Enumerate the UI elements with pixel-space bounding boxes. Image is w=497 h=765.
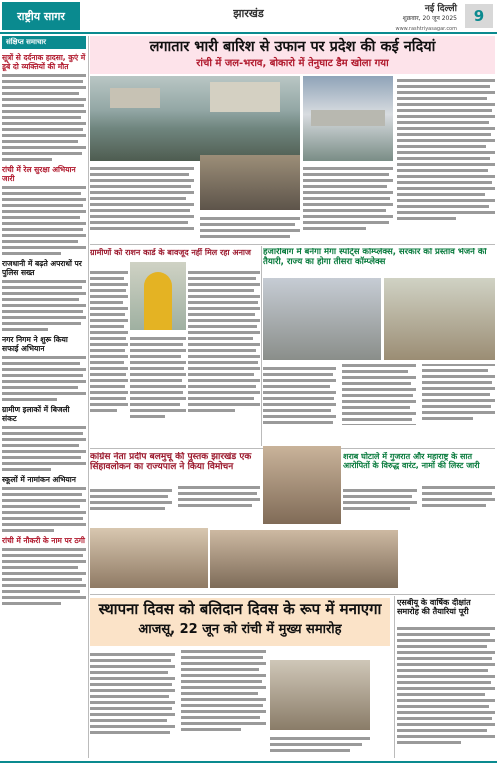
- book-launch-photo: [90, 528, 208, 588]
- liquor-headline: शराब घोटाले में गुजरात और महाराष्ट्र के सात आरोपितों के विरुद्ध वारंट, नामों की लिस्ट जारी: [343, 452, 480, 470]
- woman-photo: [130, 262, 186, 330]
- meeting-photo: [210, 530, 398, 588]
- lead-body-col-3: [303, 164, 393, 242]
- brief-headline: ग्रामीण इलाकों में बिजली संकट: [2, 405, 70, 423]
- flood-photo-building: [210, 82, 280, 112]
- ration-body-col-1: [90, 268, 128, 448]
- edition-block: [396, 4, 458, 34]
- sports-article-head: [263, 248, 495, 276]
- brand-logo: राष्ट्रीय सागर: [2, 2, 80, 30]
- brief-body: [2, 280, 86, 331]
- sports-photo-stadium: [263, 278, 381, 360]
- lead-body-col-2: [200, 214, 300, 242]
- flood-photo-building: [110, 88, 160, 108]
- liquor-body: [343, 486, 495, 526]
- section-divider: [90, 594, 495, 595]
- edition-site: www.rashtriyasagar.com: [395, 26, 457, 32]
- brief-headline: राजधानी में बढ़ते अपराधों पर पुलिस सख्त: [2, 259, 82, 277]
- sidebar-label: संक्षिप्त समाचार: [2, 36, 86, 49]
- brief-body: [2, 548, 86, 605]
- sports-body: [263, 364, 495, 444]
- book-article-head: [90, 452, 258, 482]
- brief-body: [2, 426, 86, 471]
- column-divider: [88, 36, 89, 758]
- masthead: [0, 0, 497, 32]
- bottom-headline-line-2: आजसू, 22 जून को रांची में मुख्य समारोह: [138, 622, 342, 637]
- university-body: [397, 624, 495, 756]
- book-body: [90, 486, 260, 526]
- brief-headline: रांची में रेल सुरक्षा अभियान जारी: [2, 165, 76, 183]
- sports-photo-event: [384, 278, 495, 360]
- brief-body: [2, 356, 86, 401]
- lead-headline: लगातार भारी बारिश से उफान पर प्रदेश की कई नदियां: [149, 39, 436, 55]
- governor-photo: [263, 446, 341, 524]
- book-headline: कांग्रेस नेता प्रदीप बलमुचू की पुस्तक झारखंड एक सिंहावलोकन का राज्यपाल ने किया विमोचन: [90, 452, 252, 472]
- bottom-body: [90, 650, 266, 756]
- brief-headline: रांची में नौकरी के नाम पर ठगी: [2, 536, 85, 545]
- column-divider: [261, 246, 262, 446]
- lead-body-col-4: [397, 76, 495, 242]
- edition-city: नई दिल्ली: [424, 4, 457, 14]
- brief-body: [2, 74, 86, 161]
- ration-headline: ग्रामीणों को राशन कार्ड के बावजूद नहीं मिल रहा अनाज: [90, 248, 251, 257]
- section-divider: [90, 244, 495, 245]
- page-number: 9: [465, 4, 493, 28]
- lead-headline-block: [90, 36, 495, 74]
- brief-headline: स्कूलों में नामांकन अभियान: [2, 475, 76, 484]
- footer-rule: [0, 761, 497, 763]
- ration-body-col-3: [130, 334, 186, 448]
- bottom-headline-line-1: स्थापना दिवस को बलिदान दिवस के रूप में मनाएगा: [98, 600, 382, 618]
- brief-headline: नगर निगम ने शुरू किया सफाई अभियान: [2, 335, 68, 353]
- brief-headline: सूत्रों से दर्दनाक हादसा, कुएं में डूबे दो व्यक्तियों की मौत: [2, 53, 86, 71]
- brief-body: [2, 487, 86, 532]
- lead-subheadline: रांची में जल-भराव, बोकारो में तेनुघाट डैम खोला गया: [196, 58, 389, 69]
- foundation-day-photo: [270, 660, 370, 730]
- brief-body: [2, 186, 86, 255]
- sports-headline: हजारीबाग में बनेगा मेगा स्पोर्ट्स कॉम्प्लेक्स, सरकार को प्रस्ताव भेजने की तैयारी, राज्य का होगा तीसरा कॉम्प्लेक्स: [263, 248, 487, 267]
- sidebar-briefs: [2, 36, 86, 763]
- column-divider: [394, 596, 395, 758]
- liquor-article-head: [343, 452, 495, 482]
- waterlogging-photo: [200, 155, 300, 210]
- university-headline: एसबीयू के वार्षिक दीक्षांत समारोह की तैयारियां पूरी: [397, 598, 471, 616]
- masthead-rule: [0, 32, 497, 34]
- bottom-body-col-2: [270, 734, 370, 756]
- section-name: झारखंड: [233, 7, 264, 20]
- flood-photo: [90, 76, 300, 161]
- edition-date: शुक्रवार, 20 जून 2025: [402, 15, 457, 22]
- woman-figure: [144, 272, 172, 330]
- ration-body-col-2: [188, 268, 260, 448]
- university-article-head: [397, 598, 495, 620]
- dam-photo-wall: [311, 110, 385, 126]
- dam-photo: [303, 76, 393, 161]
- bottom-headline-block: [90, 598, 390, 646]
- lead-body-col-1: [90, 164, 194, 240]
